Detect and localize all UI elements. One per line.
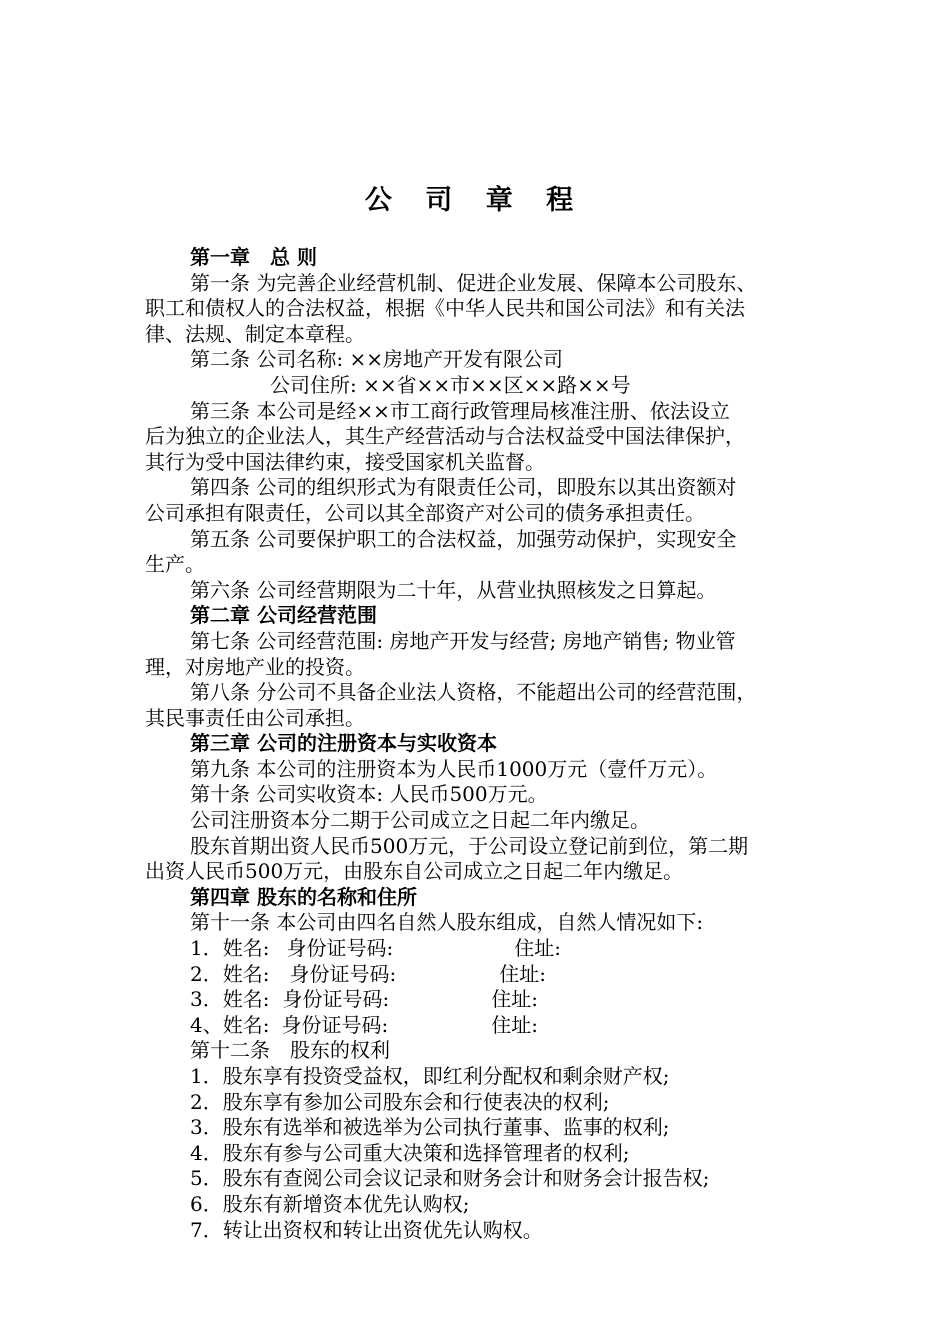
article-line: 第五条 公司要保护职工的合法权益，加强劳动保护，实现安全	[190, 526, 737, 551]
article-line: 公司住所: ××省××市××区××路××号	[270, 372, 631, 397]
article-line: 第八条 分公司不具备企业法人资格，不能超出公司的经营范围，	[190, 680, 757, 705]
shareholder-id-label: 身份证号码:	[281, 1012, 389, 1037]
article-continuation-line: 出资人民币500万元，由股东自公司成立之日起二年内缴足。	[145, 859, 684, 884]
document-body	[145, 245, 810, 1243]
shareholder-addr-label: 住址:	[491, 1012, 538, 1037]
article-line: 第十一条 本公司由四名自然人股东组成，自然人情况如下:	[190, 910, 704, 935]
rights-list	[145, 1064, 810, 1243]
article-line: 第四条 公司的组织形式为有限责任公司，即股东以其出资额对	[190, 475, 737, 500]
shareholder-name-label: 1．姓名:	[190, 936, 270, 961]
shareholder-row	[145, 962, 810, 988]
article-continuation-line: 理，对房地产业的投资。	[145, 654, 365, 679]
shareholder-row	[145, 987, 810, 1013]
article-line: 第六条 公司经营期限为二十年，从营业执照核发之日算起。	[190, 577, 717, 602]
body-lines	[145, 245, 810, 936]
shareholder-name-label: 2．姓名:	[190, 961, 270, 986]
right-item: 5．股东有查阅公司会议记录和财务会计和财务会计报告权;	[190, 1166, 710, 1191]
shareholder-name-label: 3．姓名:	[190, 987, 270, 1012]
chapter-heading: 第四章 股东的名称和住所	[190, 884, 417, 909]
article-continuation-line: 生产。	[145, 552, 205, 577]
shareholder-id-label: 身份证号码:	[282, 987, 390, 1012]
chapter-heading: 第三章 公司的注册资本与实收资本	[190, 731, 497, 756]
article-line: 第二条 公司名称: ××房地产开发有限公司	[190, 347, 563, 372]
chapter-heading: 第一章 总 则	[190, 245, 317, 269]
shareholder-name-label: 4、姓名:	[190, 1012, 270, 1037]
right-item: 2．股东享有参加公司股东会和行使表决的权利;	[190, 1089, 610, 1114]
chapter-heading: 第二章 公司经营范围	[190, 603, 377, 628]
shareholder-id-label: 身份证号码:	[289, 961, 397, 986]
article-line: 第七条 公司经营范围: 房地产开发与经营; 房地产销售; 物业管	[190, 628, 736, 653]
document-title: 公 司 章 程	[364, 185, 586, 216]
right-item: 1．股东享有投资受益权，即红利分配权和剩余财产权;	[190, 1064, 670, 1088]
article-continuation-line: 职工和债权人的合法权益，根据《中华人民共和国公司法》和有关法	[145, 296, 745, 321]
article-continuation-line: 其民事责任由公司承担。	[145, 705, 365, 730]
article-line: 公司注册资本分二期于公司成立之日起二年内缴足。	[190, 808, 650, 833]
right-item: 4．股东有参与公司重大决策和选择管理者的权利;	[190, 1140, 630, 1165]
article-line: 第十条 公司实收资本: 人民币500万元。	[190, 782, 548, 807]
article-continuation-line: 公司承担有限责任，公司以其全部资产对公司的债务承担责任。	[145, 500, 705, 525]
article-line: 第九条 本公司的注册资本为人民币1000万元（壹仟万元）。	[190, 756, 718, 781]
shareholder-addr-label: 住址:	[514, 936, 561, 961]
article-continuation-line: 后为独立的企业法人，其生产经营活动与合法权益受中国法律保护，	[145, 424, 745, 449]
shareholder-addr-label: 住址:	[491, 987, 538, 1012]
right-item: 6．股东有新增资本优先认购权;	[190, 1191, 470, 1216]
article-continuation-line: 其行为受中国法律约束，接受国家机关监督。	[145, 449, 545, 474]
article-line: 第一条 为完善企业经营机制、促进企业发展、保障本公司股东、	[190, 270, 757, 295]
shareholder-addr-label: 住址:	[499, 961, 546, 986]
shareholder-id-label: 身份证号码:	[286, 936, 394, 961]
article-line: 第三条 本公司是经××市工商行政管理局核准注册、依法设立	[190, 398, 730, 423]
shareholder-row	[145, 1013, 810, 1039]
shareholder-row	[145, 936, 810, 962]
article-continuation-line: 律、法规、制定本章程。	[145, 321, 365, 346]
right-item: 7．转让出资权和转让出资优先认购权。	[190, 1217, 543, 1242]
article-line: 股东首期出资人民币500万元，于公司设立登记前到位，第二期	[190, 833, 749, 858]
rights-heading: 第十二条 股东的权利	[190, 1038, 390, 1063]
shareholder-list	[145, 936, 810, 1038]
right-item: 3．股东有选举和被选举为公司执行董事、监事的权利;	[190, 1115, 670, 1140]
